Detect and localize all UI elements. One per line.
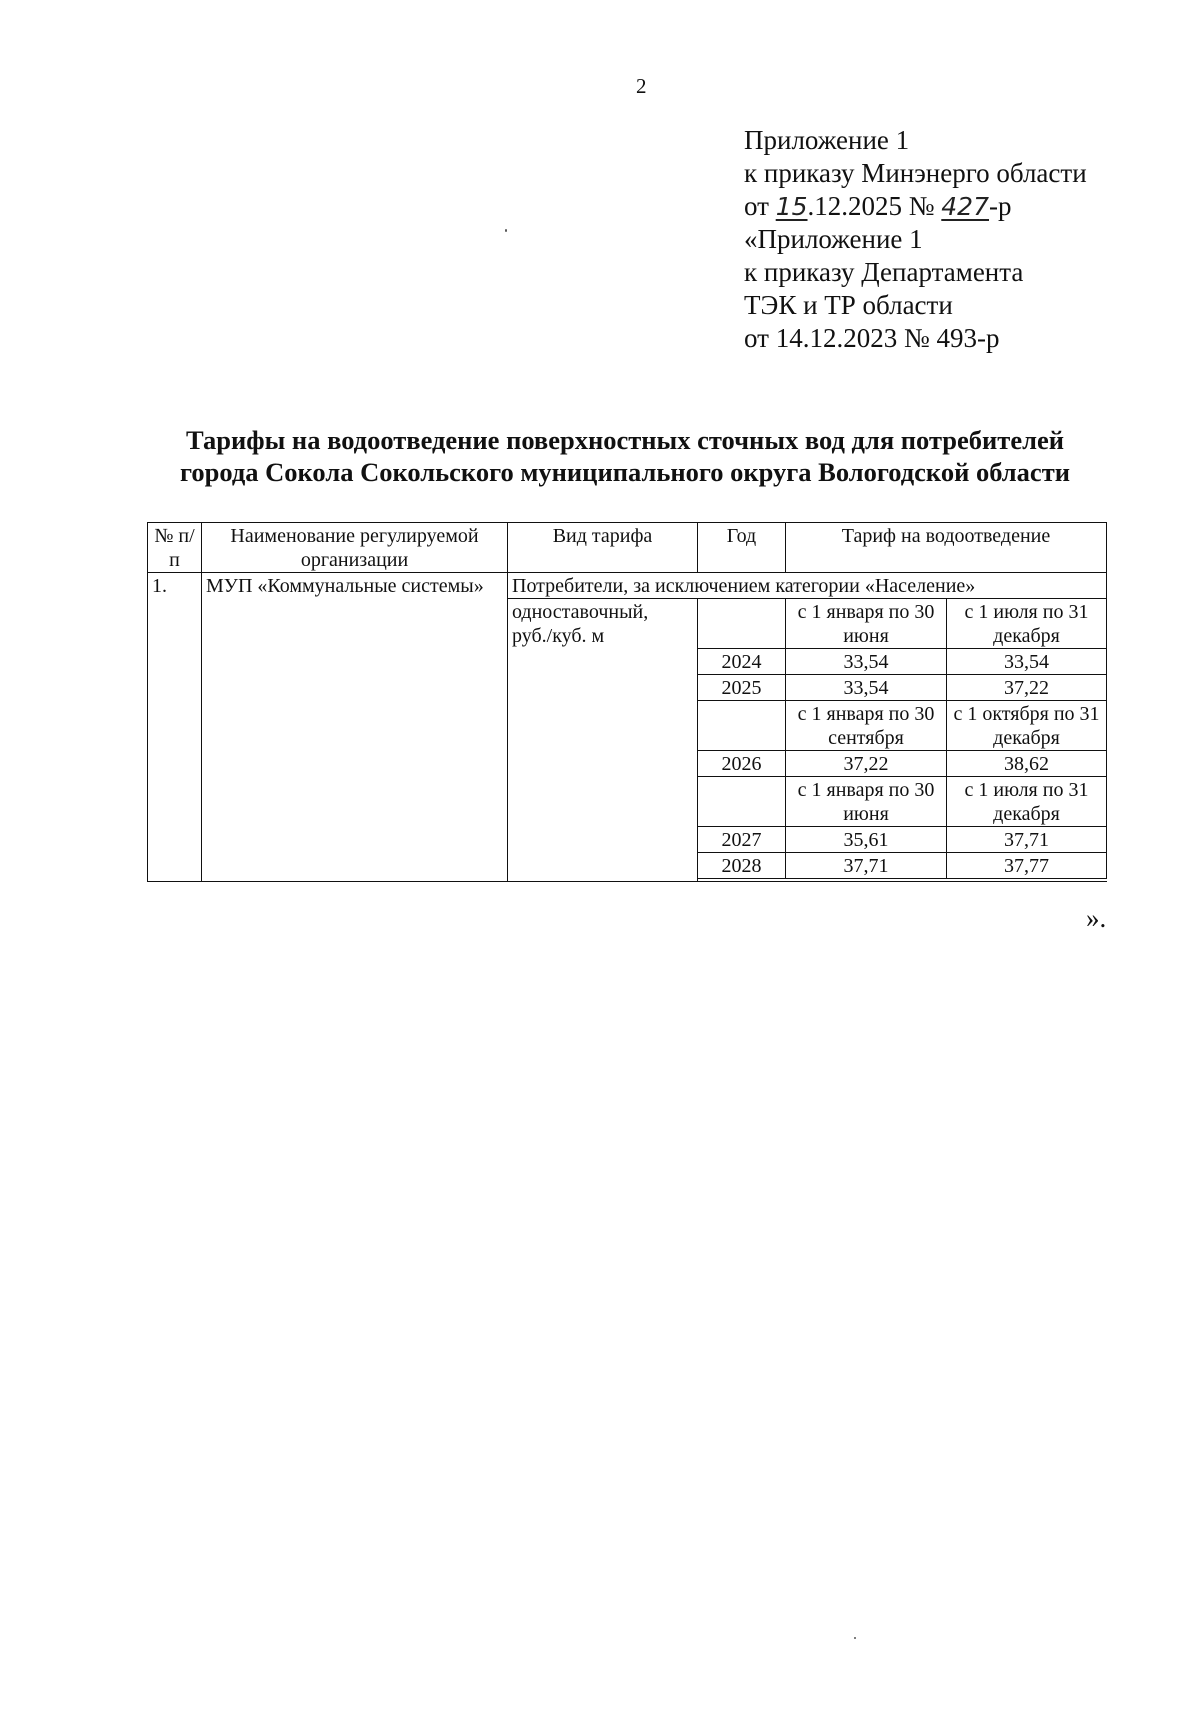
appendix-line: Приложение 1 bbox=[744, 125, 910, 155]
year-cell: 2026 bbox=[698, 751, 786, 777]
year-cell: 2024 bbox=[698, 649, 786, 675]
year-cell bbox=[698, 701, 786, 751]
period-cell: с 1 января по 30 июня bbox=[786, 777, 947, 827]
year-cell bbox=[698, 599, 786, 649]
consumer-category: Потребители, за исключением категории «Население» bbox=[508, 573, 1107, 599]
title-line: Тарифы на водоотведение поверхностных сточных вод для потребителей bbox=[186, 425, 1064, 455]
year-cell: 2028 bbox=[698, 853, 786, 879]
handwritten-day: 15 bbox=[775, 192, 808, 221]
period-cell: с 1 января по 30 июня bbox=[786, 599, 947, 649]
tariff-table bbox=[147, 522, 1107, 882]
appendix-line: «Приложение 1 bbox=[744, 224, 923, 254]
value-cell: 35,61 bbox=[786, 827, 947, 853]
year-cell: 2027 bbox=[698, 827, 786, 853]
row-number: 1. bbox=[148, 573, 202, 882]
value-cell: 37,22 bbox=[786, 751, 947, 777]
period-cell: с 1 октября по 31 декабря bbox=[947, 701, 1107, 751]
appendix-block bbox=[744, 124, 1087, 355]
closing-quote: ». bbox=[1086, 903, 1107, 933]
organization-name: МУП «Коммунальные системы» bbox=[202, 573, 508, 882]
header-org: Наименование регулируемой организации bbox=[202, 523, 508, 573]
year-cell bbox=[698, 777, 786, 827]
period-cell: с 1 января по 30 сентября bbox=[786, 701, 947, 751]
order-suffix: -р bbox=[989, 191, 1012, 221]
value-cell: 37,71 bbox=[786, 853, 947, 879]
order-prefix: от bbox=[744, 191, 776, 221]
table-header-row bbox=[148, 523, 1107, 573]
appendix-line: к приказу Департамента bbox=[744, 257, 1024, 287]
value-cell: 37,77 bbox=[947, 853, 1107, 879]
period-cell: с 1 июля по 31 декабря bbox=[947, 777, 1107, 827]
appendix-line: ТЭК и ТР области bbox=[744, 290, 953, 320]
value-cell: 38,62 bbox=[947, 751, 1107, 777]
title-line: города Сокола Сокольского муниципального округа Вологодской области bbox=[180, 457, 1070, 487]
document-title bbox=[100, 424, 1150, 488]
appendix-line: от 14.12.2023 № 493-р bbox=[744, 323, 1000, 353]
table-row bbox=[148, 573, 1107, 599]
tariff-type: одноставочный, руб./куб. м bbox=[508, 599, 698, 882]
year-cell: 2025 bbox=[698, 675, 786, 701]
header-type: Вид тарифа bbox=[508, 523, 698, 573]
scan-speck bbox=[854, 1637, 856, 1639]
header-year: Год bbox=[698, 523, 786, 573]
appendix-line: к приказу Минэнерго области bbox=[744, 158, 1087, 188]
value-cell: 37,22 bbox=[947, 675, 1107, 701]
scan-speck bbox=[505, 229, 507, 232]
value-cell: 33,54 bbox=[786, 675, 947, 701]
order-mid: .12.2025 № bbox=[807, 191, 942, 221]
page-number: 2 bbox=[636, 74, 647, 98]
header-tariff: Тариф на водоотведение bbox=[786, 523, 1107, 573]
period-cell: с 1 июля по 31 декабря bbox=[947, 599, 1107, 649]
value-cell: 37,71 bbox=[947, 827, 1107, 853]
header-num: № п/п bbox=[148, 523, 202, 573]
value-cell: 33,54 bbox=[947, 649, 1107, 675]
handwritten-number: 427 bbox=[941, 192, 989, 221]
appendix-order-line bbox=[744, 190, 1087, 223]
value-cell: 33,54 bbox=[786, 649, 947, 675]
